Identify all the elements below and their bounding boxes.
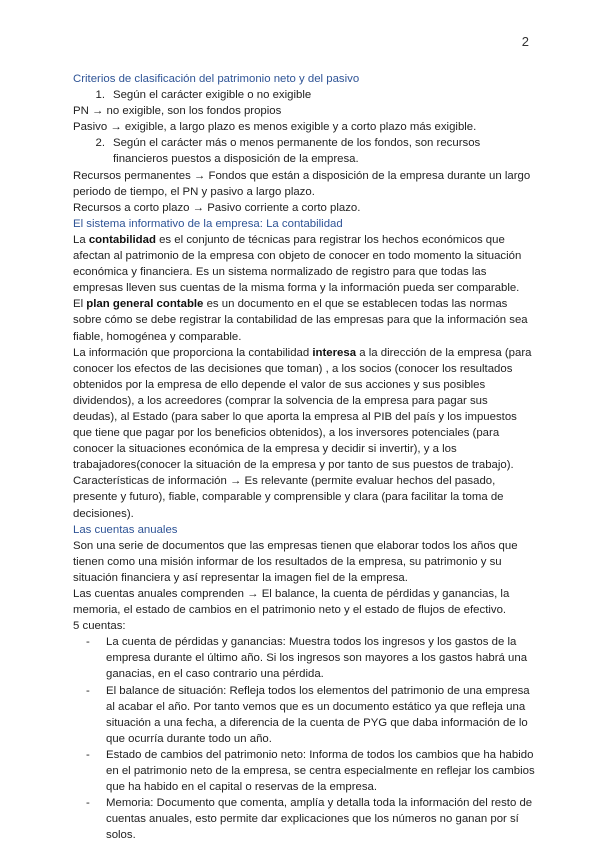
text-run: La información que proporciona la contabilidad [73,346,313,359]
paragraph-recursos-corto-plazo: Recursos a corto plazo → Pasivo corriente a corto plazo. [73,201,361,214]
paragraph-interesa [73,345,535,474]
paragraph-cuentas-definicion: Son una serie de documentos que las empresas tienen que elaborar todos los años que tienen como una misión informar de los resultados de la empresa, su patrimonio y su situación financiera y así representar la imagen fiel de la empresa. [73,539,518,584]
text-run: La [73,233,89,246]
paragraph-cuentas-comprenden: Las cuentas anuales comprenden → El balance, la cuenta de pérdidas y ganancias, la memoria, el estado de cambios en el patrimonio neto y el estado de flujos de efectivo. [73,588,510,617]
section-heading-criterios: Criterios de clasificación del patrimonio neto y del pasivo [73,73,360,85]
paragraph-recursos-permanentes: Recursos permanentes → Fondos que están a disposición de la empresa durante un largo periodo de tiempo, el PN y pasivo a largo plazo. [73,169,531,198]
paragraph-pn: PN → no exigible, son los fondos propios [73,105,282,118]
paragraph-caracteristicas: Características de información → Es relevante (permite evaluar hechos del pasado, presente y futuro), fiable, comparable y comprensible y clara (para facilitar la toma de decisiones). [73,475,504,520]
bold-term: contabilidad [88,233,156,246]
bullet-text: Estado de cambios del patrimonio neto: Informa de todos los cambios que ha habido en el patrimonio neto de la empresa, se centra especialmente en reflejar los cambios que ha habido en el capital o reservas de la empresa. [106,748,535,794]
bold-term: plan general contable [86,298,204,311]
text-run: es el conjunto de técnicas para registrar los hechos económicos que afectan al patrimonio de la empresa con objeto de conocer en todo momento la situación económica y financiera. Es un sistema normalizado de registro para que todas las empresas lleven sus cuentas de la misma forma y la información pueda ser comparable. [73,233,522,295]
list-text: Según el carácter exigible o no exigible [113,89,312,102]
paragraph-plan-general [73,296,535,344]
bold-term: interesa [312,346,357,359]
list-number: 1. [95,89,105,102]
list-number: 2. [95,137,105,150]
paragraph-contabilidad [73,232,535,296]
paragraph-cinco-cuentas: 5 cuentas: [73,620,126,633]
bullet-dash: - [86,684,90,697]
bullet-text: El balance de situación: Refleja todos los elementos del patrimonio de una empresa al acabar el año. Por tanto vemos que es un documento estático ya que refleja una situación a una fecha, a diferencia de la cuenta de PYG que daba información de lo que ocurría durante todo un año. [106,684,530,745]
bullet-item [86,795,535,843]
bullet-text: La cuenta de pérdidas y ganancias: Muestra todos los ingresos y los gastos de la empresa durante el último año. Si los ingresos son mayores a los gastos habrá una ganacias, en el caso contrario una pérdida. [106,636,528,681]
list-text: Según el carácter más o menos permanente de los fondos, son recursos financieros puestos a disposición de la empresa. [113,137,481,166]
text-run: a la dirección de la empresa (para conocer los efectos de las decisiones que toman) , a los socios (conocer los resultados obtenidos por la empresa de ello depende el valor de sus acciones y sus posibles dividendos), a los acreedores (comprar la solvencia de la empresa para pagar sus deudas), al Estado (para saber lo que aporta la empresa al PIB del país y los impuestos que tiene que pagar por los beneficios obtenidos), a los inversores potenciales (para conocer la situaciones económica de la empresa y decidir si invertir), y a los trabajadores(conocer la situación de la empresa y por tanto de sus puestos de trabajo). [73,346,532,472]
text-run: es un documento en el que se establecen todas las normas sobre cómo se debe registrar la contabilidad de las empresas para que la información sea fiable, homogénea y comparable. [73,298,528,343]
paragraph-pasivo: Pasivo → exigible, a largo plazo es menos exigible y a corto plazo más exigible. [73,121,477,134]
bullet-dash: - [86,636,90,649]
numbered-item-1 [73,87,535,103]
bullet-text: Memoria: Documento que comenta, amplía y detalla toda la información del resto de cuentas anuales, esto permite dar explicaciones que los números no ganan por sí solos. [106,797,533,842]
bullet-item [86,634,535,682]
bullet-item [86,683,535,747]
bullet-item [86,747,535,795]
text-run: El [73,298,87,311]
section-heading-cuentas-anuales: Las cuentas anuales [73,523,178,536]
section-heading-contabilidad: El sistema informativo de la empresa: La contabilidad [73,217,343,230]
page-number: 2 [521,34,529,49]
bullet-dash: - [86,797,90,810]
page-content [73,71,535,844]
numbered-item-2 [73,135,535,167]
bullet-dash: - [86,748,90,761]
